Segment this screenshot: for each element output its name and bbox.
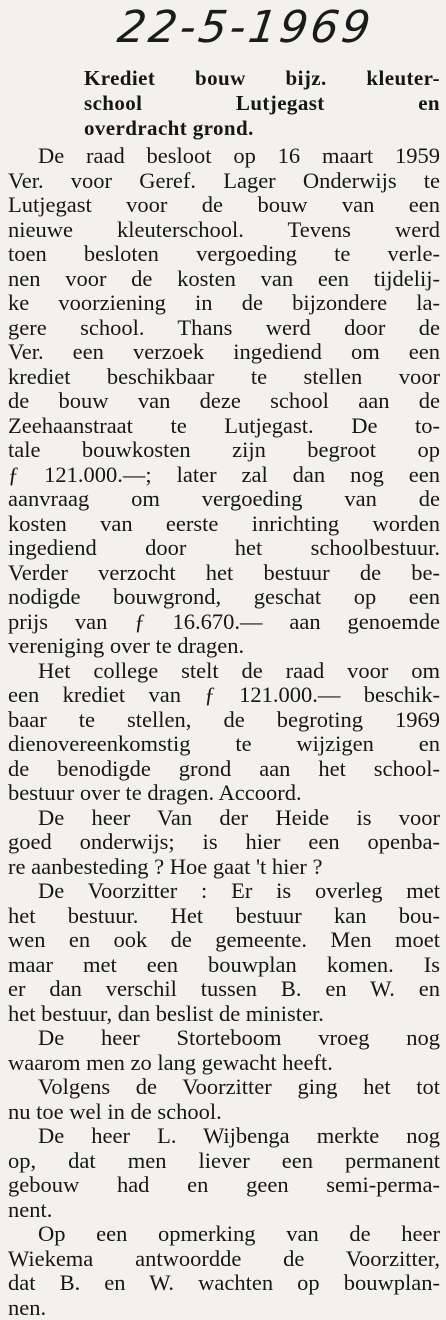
paragraph-line: het bestuur. Het bestuur kan bou- xyxy=(8,904,440,929)
paragraph-line: gebouw had en geen semi-perma- xyxy=(8,1173,440,1198)
paragraph-line: Ver. een verzoek ingediend om een xyxy=(8,340,440,365)
paragraph-line: bestuur over te dragen. Accoord. xyxy=(8,781,440,806)
paragraph-line: een krediet van ƒ 121.000.— beschik- xyxy=(8,683,440,708)
paragraph-line: baar te stellen, de begroting 1969 xyxy=(8,708,440,733)
paragraph-line: Wiekema antwoordde de Voorzitter, xyxy=(8,1247,440,1272)
paragraph-line: Zeehaanstraat te Lutjegast. De to- xyxy=(8,414,440,439)
paragraph-line: De heer Storteboom vroeg nog xyxy=(8,1026,440,1051)
paragraph-line: De raad besloot op 16 maart 1959 xyxy=(8,144,440,169)
article-paragraph xyxy=(8,1124,440,1222)
paragraph-line: de benodigde grond aan het school- xyxy=(8,757,440,782)
paragraph-line: ingediend door het schoolbestuur. xyxy=(8,536,440,561)
paragraph-line: nen. xyxy=(8,1296,440,1320)
paragraph-line: dat B. en W. wachten op bouwplan- xyxy=(8,1271,440,1296)
article-paragraph xyxy=(8,806,440,880)
handwritten-date: 22-5-1969 xyxy=(115,6,376,50)
paragraph-line: er dan verschil tussen B. en W. en xyxy=(8,977,440,1002)
paragraph-line: gere school. Thans werd door de xyxy=(8,316,440,341)
paragraph-line: vereniging over te dragen. xyxy=(8,634,440,659)
paragraph-line: dienovereenkomstig te wijzigen en xyxy=(8,732,440,757)
paragraph-line: De Voorzitter : Er is overleg met xyxy=(8,879,440,904)
paragraph-line: nen voor de kosten van een tijdelij- xyxy=(8,267,440,292)
paragraph-line: ƒ 121.000.—; later zal dan nog een xyxy=(8,463,440,488)
paragraph-line: de bouw van deze school aan de xyxy=(8,389,440,414)
paragraph-line: Lutjegast voor de bouw van een xyxy=(8,193,440,218)
headline-line: school Lutjegast en xyxy=(84,91,440,116)
paragraph-line: waarom men zo lang gewacht heeft. xyxy=(8,1051,440,1076)
paragraph-line: op, dat men liever een permanent xyxy=(8,1149,440,1174)
paragraph-line: aanvraag om vergoeding van de xyxy=(8,487,440,512)
paragraph-line: tale bouwkosten zijn begroot op xyxy=(8,438,440,463)
paragraph-line: nent. xyxy=(8,1198,440,1223)
paragraph-line: De heer Van der Heide is voor xyxy=(8,806,440,831)
paragraph-line: Het college stelt de raad voor om xyxy=(8,659,440,684)
article-paragraph xyxy=(8,1222,440,1320)
paragraph-line: toen besloten vergoeding te verle- xyxy=(8,242,440,267)
paragraph-line: nodigde bouwgrond, geschat op een xyxy=(8,585,440,610)
article-paragraph xyxy=(8,879,440,1026)
paragraph-line: goed onderwijs; is hier een openba- xyxy=(8,830,440,855)
paragraph-line: kosten van eerste inrichting worden xyxy=(8,512,440,537)
headline-line: Krediet bouw bijz. kleuter- xyxy=(84,66,440,91)
paragraph-line: maar met een bouwplan komen. Is xyxy=(8,953,440,978)
paragraph-line: Volgens de Voorzitter ging het tot xyxy=(8,1075,440,1100)
paragraph-line: Op een opmerking van de heer xyxy=(8,1222,440,1247)
headline-line: overdracht grond. xyxy=(84,116,440,141)
article-body xyxy=(8,144,440,1320)
paragraph-line: het bestuur, dan beslist de minister. xyxy=(8,1002,440,1027)
article-headline xyxy=(84,66,440,141)
paragraph-line: prijs van ƒ 16.670.— aan genoemde xyxy=(8,610,440,635)
paragraph-line: wen en ook de gemeente. Men moet xyxy=(8,928,440,953)
paragraph-line: ke voorziening in de bijzondere la- xyxy=(8,291,440,316)
paragraph-line: re aanbesteding ? Hoe gaat 't hier ? xyxy=(8,855,440,880)
article-paragraph xyxy=(8,144,440,659)
article-paragraph xyxy=(8,1075,440,1124)
paragraph-line: Verder verzocht het bestuur de be- xyxy=(8,561,440,586)
paragraph-line: nieuwe kleuterschool. Tevens werd xyxy=(8,218,440,243)
paragraph-line: krediet beschikbaar te stellen voor xyxy=(8,365,440,390)
paragraph-line: Ver. voor Geref. Lager Onderwijs te xyxy=(8,169,440,194)
paragraph-line: nu toe wel in de school. xyxy=(8,1100,440,1125)
paragraph-line: De heer L. Wijbenga merkte nog xyxy=(8,1124,440,1149)
article-paragraph xyxy=(8,1026,440,1075)
article-paragraph xyxy=(8,659,440,806)
